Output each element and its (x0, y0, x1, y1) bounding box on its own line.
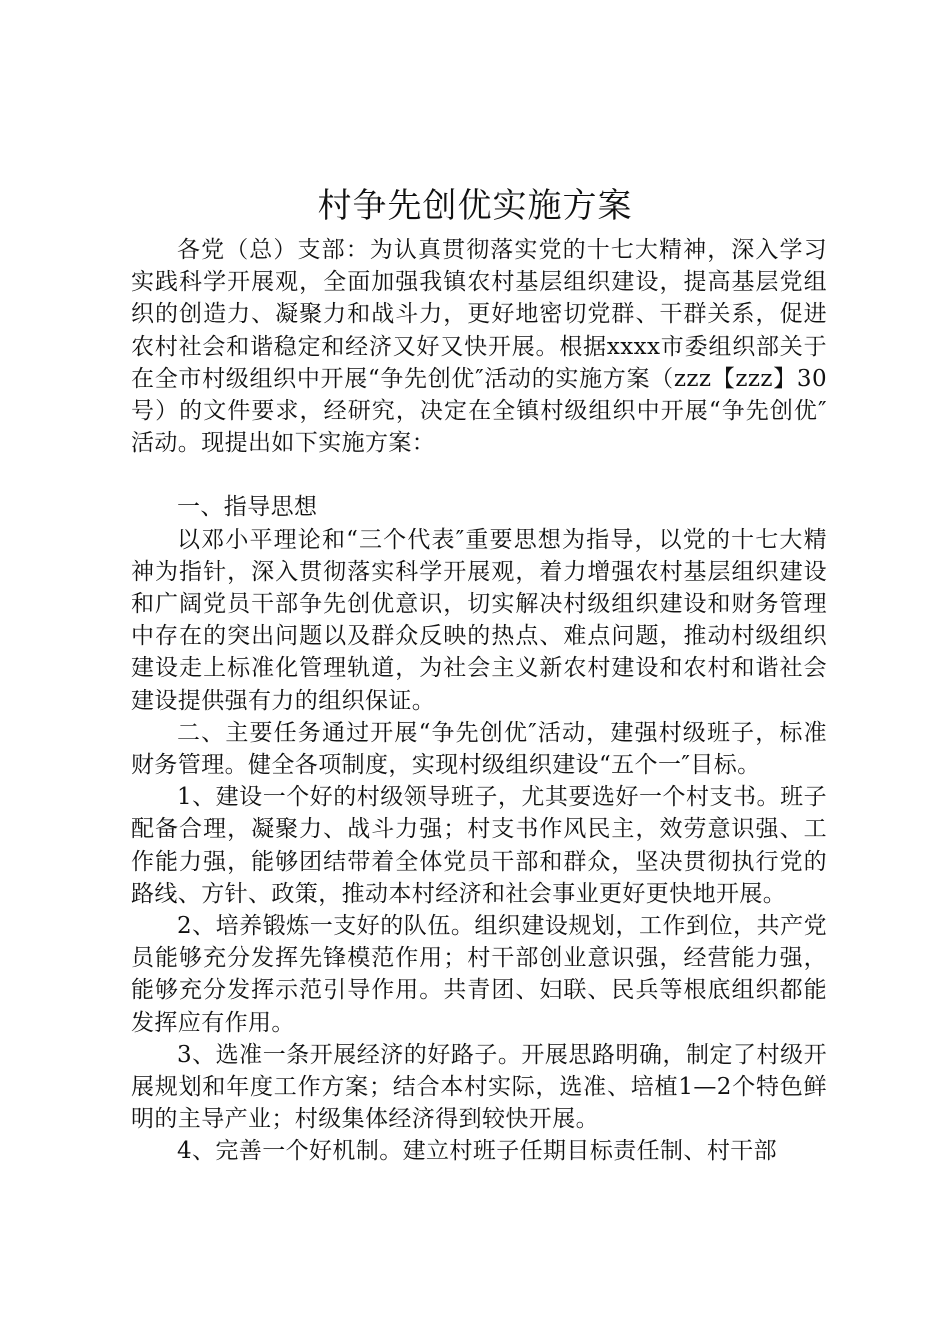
section-1-body: 以邓小平理论和“三个代表″重要思想为指导，以党的十七大精神为指针，深入贯彻落实科学开展观，着力增强农村基层组织建设和广阔党员干部争先创优意识，切实解决村级组织建设和财务管理中存在的突出问题以及群众反映的热点、难点问题，推动村级组织建设走上标准化管理轨道，为社会主义新农村建设和农村和谐社会建设提供强有力的组织保证。 (131, 526, 827, 714)
task-item-2: 2、培养锻炼一支好的队伍。组织建设规划，工作到位，共产党员能够充分发挥先锋模范作用；村干部创业意识强，经营能力强，能够充分发挥示范引导作用。共青团、妇联、民兵等根底组织都能发挥应有作用。 (131, 913, 827, 1036)
section-1-heading: 一、指导思想 (177, 494, 318, 521)
document-body (131, 234, 827, 1168)
task-item-3: 3、选准一条开展经济的好路子。开展思路明确，制定了村级开展规划和年度工作方案；结合本村实际，选准、培植1—2个特色鲜明的主导产业；村级集体经济得到较快开展。 (131, 1041, 827, 1133)
intro-paragraph: 各党（总）支部：为认真贯彻落实党的十七大精神，深入学习实践科学开展观，全面加强我镇农村基层组织建设，提高基层党组织的创造力、凝聚力和战斗力，更好地密切党群、干群关系，促进农村社会和谐稳定和经济又好又快开展。根据xxxx市委组织部关于在全市村级组织中开展“争先创优″活动的实施方案（zzz【zzz】30号）的文件要求，经研究，决定在全镇村级组织中开展“争先创优″活动。现提出如下实施方案： (131, 237, 827, 457)
task-item-1: 1、建设一个好的村级领导班子，尤其要选好一个村支书。班子配备合理，凝聚力、战斗力强；村支书作风民主，效劳意识强、工作能力强，能够团结带着全体党员干部和群众，坚决贯彻执行党的路线、方针、政策，推动本村经济和社会事业更好更快地开展。 (131, 784, 827, 907)
section-2-paragraph: 二、主要任务通过开展“争先创优″活动，建强村级班子，标准财务管理。健全各项制度，实现村级组织建设“五个一″目标。 (131, 719, 827, 779)
paragraph-gap (131, 459, 827, 491)
document-title: 村争先创优实施方案 (317, 186, 633, 226)
task-item-4: 4、完善一个好机制。建立村班子任期目标责任制、村干部 (177, 1138, 778, 1165)
